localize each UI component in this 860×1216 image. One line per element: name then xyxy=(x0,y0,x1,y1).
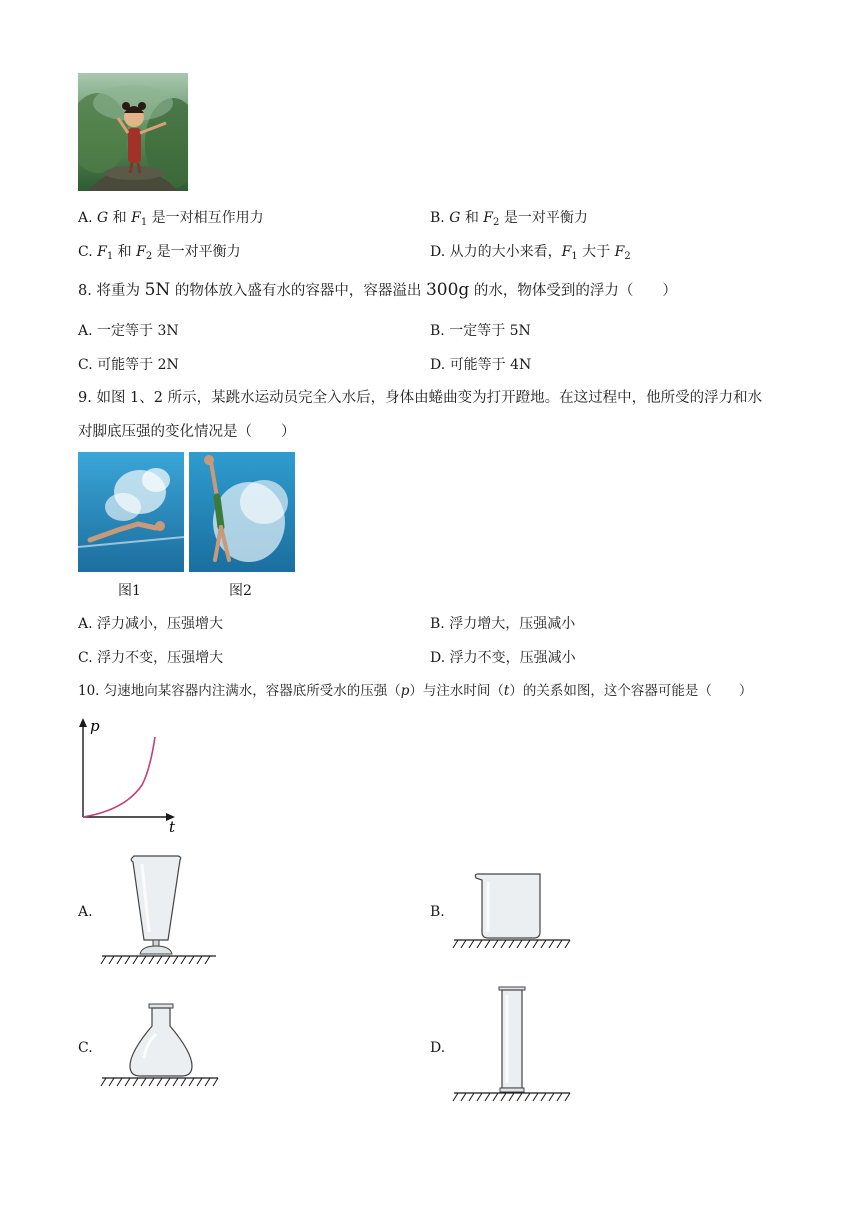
q10-option-d-container[interactable] xyxy=(452,985,574,1107)
q9-figure-2-caption: 图2 xyxy=(229,583,252,599)
q7-option-d[interactable]: D. 从力的大小来看，$F_1$ 大于 $F_2$ xyxy=(430,244,631,262)
diver-extended-image xyxy=(189,452,295,572)
ground-hatch xyxy=(453,1093,570,1101)
pressure-curve xyxy=(83,737,155,817)
q9-stem-line1: 9. 如图 1、2 所示，某跳水运动员完全入水后，身体由蜷曲变为打开蹬地。在这过程中，他所受的浮力和水 xyxy=(78,390,763,406)
funnel-foot xyxy=(140,946,172,954)
x-axis-label: t xyxy=(169,818,176,835)
q9-option-d[interactable]: D. 浮力不变，压强减小 xyxy=(430,650,576,666)
q9-stem-line2: 对脚底压强的变化情况是（ ） xyxy=(78,424,296,440)
ground-hatch xyxy=(101,956,210,964)
q10-option-b-container[interactable] xyxy=(452,868,574,954)
q10-option-b-label[interactable]: B. xyxy=(430,904,445,920)
flask-body xyxy=(130,1008,192,1076)
q9-option-a[interactable]: A. 浮力减小，压强增大 xyxy=(78,616,224,632)
beaker-body xyxy=(475,874,540,938)
q10-pressure-time-graph xyxy=(70,715,190,835)
y-axis-arrow xyxy=(79,718,87,727)
q9-option-c[interactable]: C. 浮力不变，压强增大 xyxy=(78,650,224,666)
q9-figure-1-caption: 图1 xyxy=(118,583,141,599)
q9-option-b[interactable]: B. 浮力增大，压强减小 xyxy=(430,616,576,632)
q10-stem: 10. 匀速地向某容器内注满水，容器底所受水的压强（p）与注水时间（t）的关系如图，这个容器可能是（ ） xyxy=(78,683,753,699)
q9-figure-1 xyxy=(78,452,184,572)
q8-stem: 8. 将重为 5N 的物体放入盛有水的容器中，容器溢出 300g 的水，物体受到的浮力（ ） xyxy=(78,280,677,300)
q10-option-a-label[interactable]: A. xyxy=(78,904,93,920)
q8-option-d[interactable]: D. 可能等于 4N xyxy=(430,357,532,373)
q10-option-a-container[interactable] xyxy=(100,850,220,970)
q9-figure-2 xyxy=(189,452,295,572)
q7-option-c[interactable]: C. $F_1$ 和 $F_2$ 是一对平衡力 xyxy=(78,244,241,262)
ground-hatch xyxy=(101,1078,218,1086)
cylinder-base xyxy=(500,1088,524,1092)
funnel-body xyxy=(131,856,180,940)
q10-option-c-container[interactable] xyxy=(100,1000,220,1092)
q10-option-c-label[interactable]: C. xyxy=(78,1040,93,1056)
q7-character-picture xyxy=(78,73,188,191)
ground-hatch xyxy=(453,940,570,948)
q7-option-b[interactable]: B. G 和 $F_2$ 是一对平衡力 xyxy=(430,210,588,228)
diver-curled-image xyxy=(78,452,184,572)
cylinder-body xyxy=(502,990,522,1088)
q8-option-a[interactable]: A. 一定等于 3N xyxy=(78,323,179,339)
y-axis-label: p xyxy=(90,717,100,735)
q10-option-d-label[interactable]: D. xyxy=(430,1040,446,1056)
character-illustration xyxy=(78,73,188,191)
q8-option-b[interactable]: B. 一定等于 5N xyxy=(430,323,531,339)
q7-option-a[interactable]: A. G 和 $F_1$ 是一对相互作用力 xyxy=(78,210,264,228)
q8-option-c[interactable]: C. 可能等于 2N xyxy=(78,357,179,373)
funnel-stem xyxy=(153,940,159,946)
